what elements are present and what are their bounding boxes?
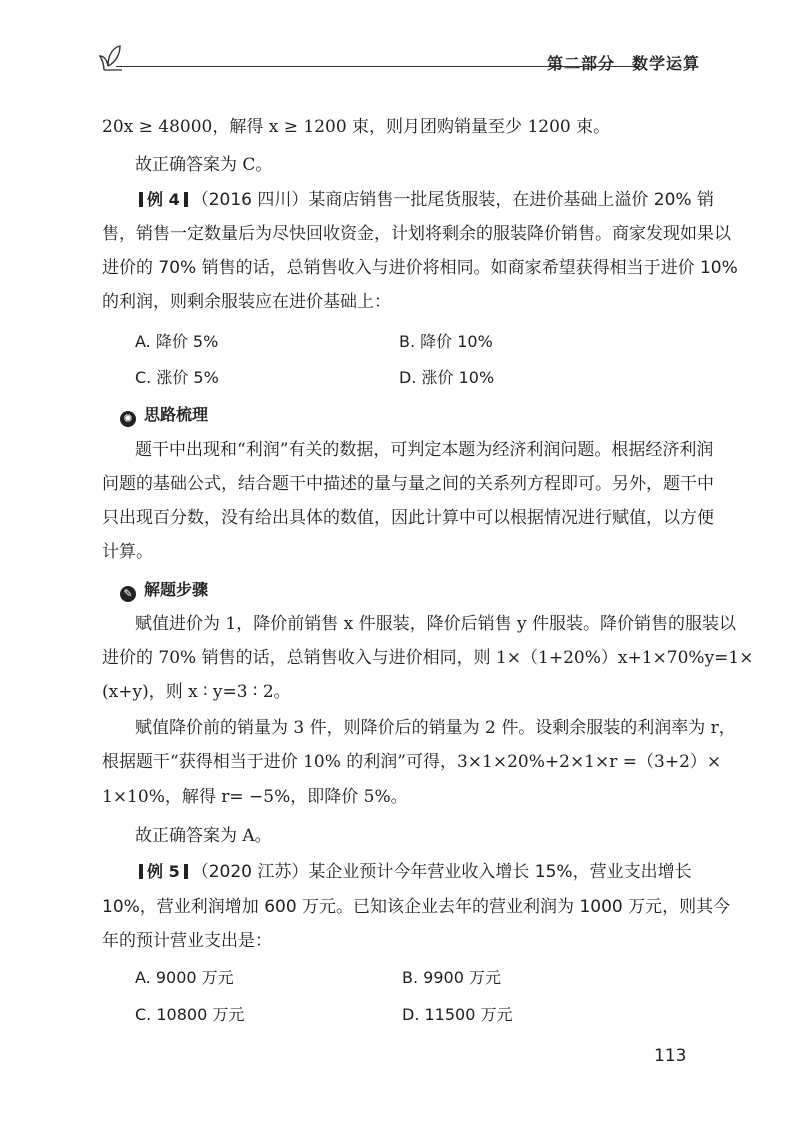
section-heading-steps: ✎ 解题步骤	[120, 578, 208, 602]
section-title: 第二部分 数学运算	[546, 54, 700, 73]
example-4-line-3: 进价的 70% 销售的话，总销售收入与进价将相同。如商家希望获得相当于进价 10%	[102, 258, 738, 278]
bulb-icon: ✺	[120, 411, 136, 427]
example-5-label: 例 5	[135, 862, 192, 881]
example-5-line-3: 年的预计营业支出是：	[102, 931, 272, 951]
option-b: B. 9900 万元	[402, 968, 501, 987]
option-b: B. 降价 10%	[399, 332, 493, 351]
answer-line: 故正确答案为 C。	[135, 155, 273, 175]
text-line: 问题的基础公式，结合题干中描述的量与量之间的关系列方程即可。另外，题干中	[102, 474, 714, 494]
example-5-line-1: 例 5 （2020 江苏）某企业预计今年营业收入增长 15%，营业支出增长	[135, 860, 692, 884]
option-c: C. 10800 万元	[135, 1005, 245, 1024]
steps-icon: ✎	[120, 586, 136, 602]
leaf-icon	[98, 42, 124, 72]
text-line: 20x ≥ 48000，解得 x ≥ 1200 束，则月团购销量至少 1200 束。	[102, 117, 611, 137]
option-a: A. 9000 万元	[135, 968, 234, 987]
option-a: A. 降价 5%	[135, 332, 219, 351]
example-4-line-2: 售，销售一定数量后为尽快回收资金，计划将剩余的服装降价销售。商家发现如果以	[102, 224, 731, 244]
page-number: 113	[654, 1046, 687, 1066]
option-d: D. 11500 万元	[402, 1005, 513, 1024]
answer-line: 故正确答案为 A。	[135, 826, 272, 846]
text-line: 根据题干“获得相当于进价 10% 的利润”可得，3×1×20%+2×1×r =（3+2）×	[102, 752, 722, 772]
example-4-label: 例 4	[135, 190, 192, 209]
text-line: 题干中出现和“利润”有关的数据，可判定本题为经济利润问题。根据经济利润	[135, 440, 714, 460]
example-5-line-2: 10%，营业利润增加 600 万元。已知该企业去年的营业利润为 1000 万元，则其今	[102, 897, 731, 917]
text-line: 计算。	[102, 542, 153, 562]
page-header	[98, 40, 700, 80]
text-line: (x+y)，则 x ∶ y=3 ∶ 2。	[102, 682, 291, 702]
text-line: 赋值降价前的销量为 3 件，则降价后的销量为 2 件。设剩余服装的利润率为 r，	[135, 718, 736, 738]
section-heading-thinking: ✺ 思路梳理	[120, 403, 208, 427]
text-line: 只出现百分数，没有给出具体的数值，因此计算中可以根据情况进行赋值，以方便	[102, 508, 714, 528]
option-c: C. 涨价 5%	[135, 368, 219, 387]
option-d: D. 涨价 10%	[399, 368, 495, 387]
example-4-line-4: 的利润，则剩余服装应在进价基础上：	[102, 292, 391, 312]
text-line: 1×10%，解得 r= −5%，即降价 5%。	[102, 787, 408, 807]
example-4-line-1: 例 4 （2016 四川）某商店销售一批尾货服装，在进价基础上溢价 20% 销	[135, 188, 714, 212]
text-line: 进价的 70% 销售的话，总销售收入与进价相同，则 1×（1+20%）x+1×70%y=1×	[102, 648, 754, 668]
text-line: 赋值进价为 1，降价前销售 x 件服装，降价后销售 y 件服装。降价销售的服装以	[135, 614, 737, 634]
